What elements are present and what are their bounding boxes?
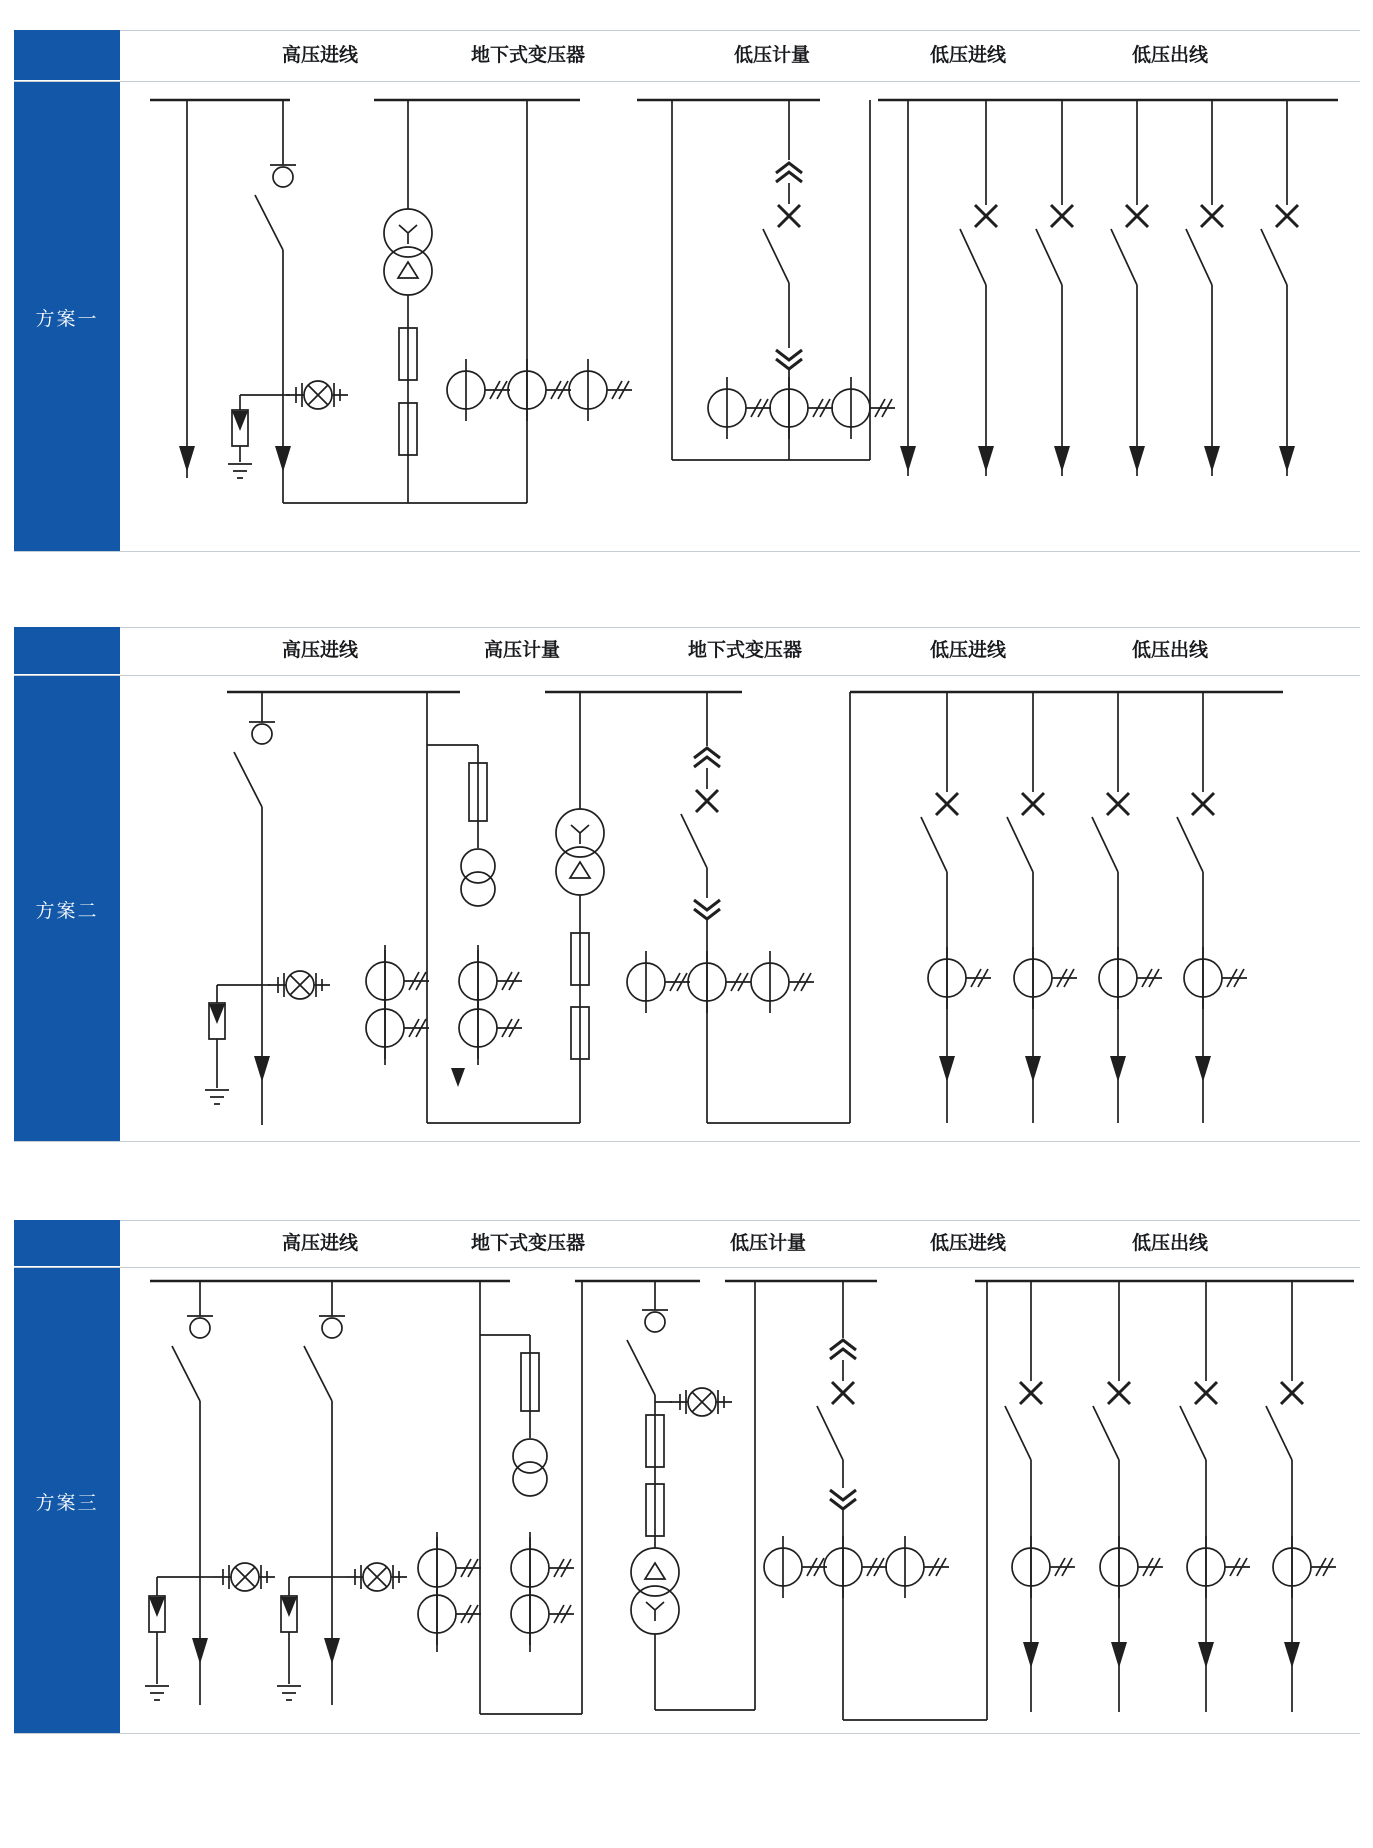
scheme-sidebar-header-cell [14,30,120,80]
feeder-arrow [324,1638,340,1664]
withdrawable-chevron-up [830,1340,856,1359]
lamp-cross [367,1567,387,1587]
ct-secondary-slashes [1225,1558,1250,1576]
switch-blade [817,1406,843,1460]
lamp-lead [391,1565,407,1589]
earth-ground [145,1686,169,1700]
ct-secondary-slashes [456,1605,481,1623]
lamp-cross [692,1392,712,1412]
voltage-transformer [461,872,495,906]
feeder-arrow [1195,1056,1211,1082]
feeder-arrow [939,1056,955,1082]
column-header: 地下式变压器 [470,45,586,66]
switch-blade [627,1340,655,1395]
circuit-breaker-x [1281,1382,1303,1404]
ct-secondary-slashes [746,399,771,417]
header-separator [14,81,1360,82]
ct-secondary-slashes [1138,1558,1163,1576]
disconnect-circle [190,1318,210,1338]
lamp-lead [345,1565,363,1589]
switch-blade [960,229,986,285]
feeder-arrow [1129,446,1145,472]
withdrawable-chevron-down [694,900,720,919]
circuit-breaker-x [1108,1382,1130,1404]
circuit-breaker-x [1126,205,1148,227]
circuit-breaker-x [1195,1382,1217,1404]
surge-arrester-head [209,1004,225,1024]
ct-secondary-slashes [966,969,991,987]
switch-blade [255,195,283,250]
ct-secondary-slashes [1052,969,1077,987]
ct-secondary-slashes [546,381,571,399]
switch-blade [763,229,789,283]
feeder-arrow [1198,1642,1214,1668]
panel-bottom-border [14,1733,1360,1734]
circuit-breaker-x [1192,793,1214,815]
circuit-breaker-x [1276,205,1298,227]
surge-arrester-head [149,1597,165,1617]
earth-ground [205,1090,229,1104]
feeder-arrow [1284,1642,1300,1668]
ct-secondary-slashes [456,1559,481,1577]
ct-secondary-slashes [549,1605,574,1623]
column-header: 低压进线 [929,640,1007,661]
winding-delta-glyph [570,862,590,878]
withdrawable-chevron-up [694,748,720,767]
disconnect-circle [273,167,293,187]
lamp-cross [290,975,310,995]
feeder-arrow [978,446,994,472]
winding-wye-glyph [399,225,417,244]
column-header: 高压计量 [483,640,561,661]
ct-secondary-slashes [497,972,522,990]
panel-bottom-border [14,1141,1360,1142]
feeder-arrow-small [451,1068,465,1087]
ct-secondary-slashes [1137,969,1162,987]
lamp-lead [716,1390,732,1414]
switch-blade [1005,1406,1031,1460]
transformer-winding [384,247,432,295]
column-header: 高压进线 [281,45,359,66]
disconnect-circle [645,1312,665,1332]
lamp-lead [314,973,330,997]
ct-secondary-slashes [485,381,510,399]
scheme-sidebar-header-cell [14,627,120,674]
circuit-breaker-x [1107,793,1129,815]
column-header: 低压出线 [1131,45,1209,66]
feeder-arrow [1110,1056,1126,1082]
withdrawable-chevron-down [830,1490,856,1509]
ct-secondary-slashes [726,973,751,991]
column-header: 低压计量 [729,1233,807,1254]
withdrawable-chevron-up [776,163,802,182]
circuit-breaker-x [1022,793,1044,815]
ct-secondary-slashes [1222,969,1247,987]
ct-secondary-slashes [404,1019,429,1037]
column-header: 低压计量 [733,45,811,66]
switch-blade [1007,817,1033,872]
feeder-arrow [1025,1056,1041,1082]
feeder-arrow [254,1056,270,1082]
winding-delta-glyph [398,262,418,278]
winding-wye-glyph [646,1602,664,1621]
ct-secondary-slashes [924,1558,949,1576]
column-header: 低压出线 [1131,1233,1209,1254]
lamp-lead [286,383,304,407]
feeder-arrow [192,1638,208,1664]
feeder-arrow [275,446,291,472]
header-separator [14,675,1360,676]
ct-secondary-slashes [1311,1558,1336,1576]
switch-blade [1261,229,1287,285]
circuit-breaker-x [936,793,958,815]
voltage-transformer [513,1462,547,1496]
ct-secondary-slashes [1050,1558,1075,1576]
circuit-breaker-x [832,1382,854,1404]
withdrawable-chevron-down [776,350,802,369]
earth-ground [228,464,252,478]
ct-secondary-slashes [497,1019,522,1037]
circuit-breaker-x [778,205,800,227]
feeder-arrow [1111,1642,1127,1668]
header-separator [14,1267,1360,1268]
circuit-breaker-x [1051,205,1073,227]
switch-blade [304,1346,332,1401]
feeder-arrow [1054,446,1070,472]
circuit-breaker-x [975,205,997,227]
ct-secondary-slashes [549,1559,574,1577]
scheme-label: 方案一 [35,309,99,330]
switch-blade [1092,817,1118,872]
circuit-breaker-x [1020,1382,1042,1404]
scheme-label: 方案三 [35,1493,99,1514]
surge-arrester-head [232,411,248,431]
winding-delta-glyph [645,1563,665,1579]
feeder-arrow [1204,446,1220,472]
switch-blade [1266,1406,1292,1460]
scheme-label: 方案二 [35,901,99,922]
switch-blade [172,1346,200,1401]
ct-secondary-slashes [870,399,895,417]
switch-blade [234,752,262,807]
column-header: 低压出线 [1131,640,1209,661]
switch-blade [1093,1406,1119,1460]
disconnect-circle [252,724,272,744]
feeder-arrow [1279,446,1295,472]
transformer-winding [556,847,604,895]
switch-blade [921,817,947,872]
ct-secondary-slashes [404,972,429,990]
ct-secondary-slashes [789,973,814,991]
earth-ground [277,1686,301,1700]
ct-secondary-slashes [808,399,833,417]
column-header: 高压进线 [281,640,359,661]
switch-blade [1180,1406,1206,1460]
lamp-lead [259,1565,275,1589]
ct-secondary-slashes [862,1558,887,1576]
lamp-lead [332,383,348,407]
circuit-breaker-x [696,790,718,812]
ct-secondary-slashes [607,381,632,399]
column-header: 高压进线 [281,1233,359,1254]
panel-bottom-border [14,551,1360,552]
column-header: 地下式变压器 [470,1233,586,1254]
lamp-lead [670,1390,688,1414]
column-header: 低压进线 [929,45,1007,66]
column-header: 地下式变压器 [687,640,803,661]
scheme-sidebar-header-cell [14,1220,120,1266]
feeder-arrow [179,446,195,472]
switch-blade [681,814,707,868]
lamp-cross [235,1567,255,1587]
switch-blade [1111,229,1137,285]
lamp-lead [213,1565,231,1589]
lamp-lead [268,973,286,997]
feeder-arrow [1023,1642,1039,1668]
lamp-cross [308,385,328,405]
ct-secondary-slashes [665,973,690,991]
transformer-winding [631,1548,679,1596]
surge-arrester-head [281,1597,297,1617]
circuit-breaker-x [1201,205,1223,227]
switch-blade [1036,229,1062,285]
winding-wye-glyph [571,825,589,844]
switch-blade [1186,229,1212,285]
switch-blade [1177,817,1203,872]
feeder-arrow [900,446,916,472]
column-header: 低压进线 [929,1233,1007,1254]
disconnect-circle [322,1318,342,1338]
